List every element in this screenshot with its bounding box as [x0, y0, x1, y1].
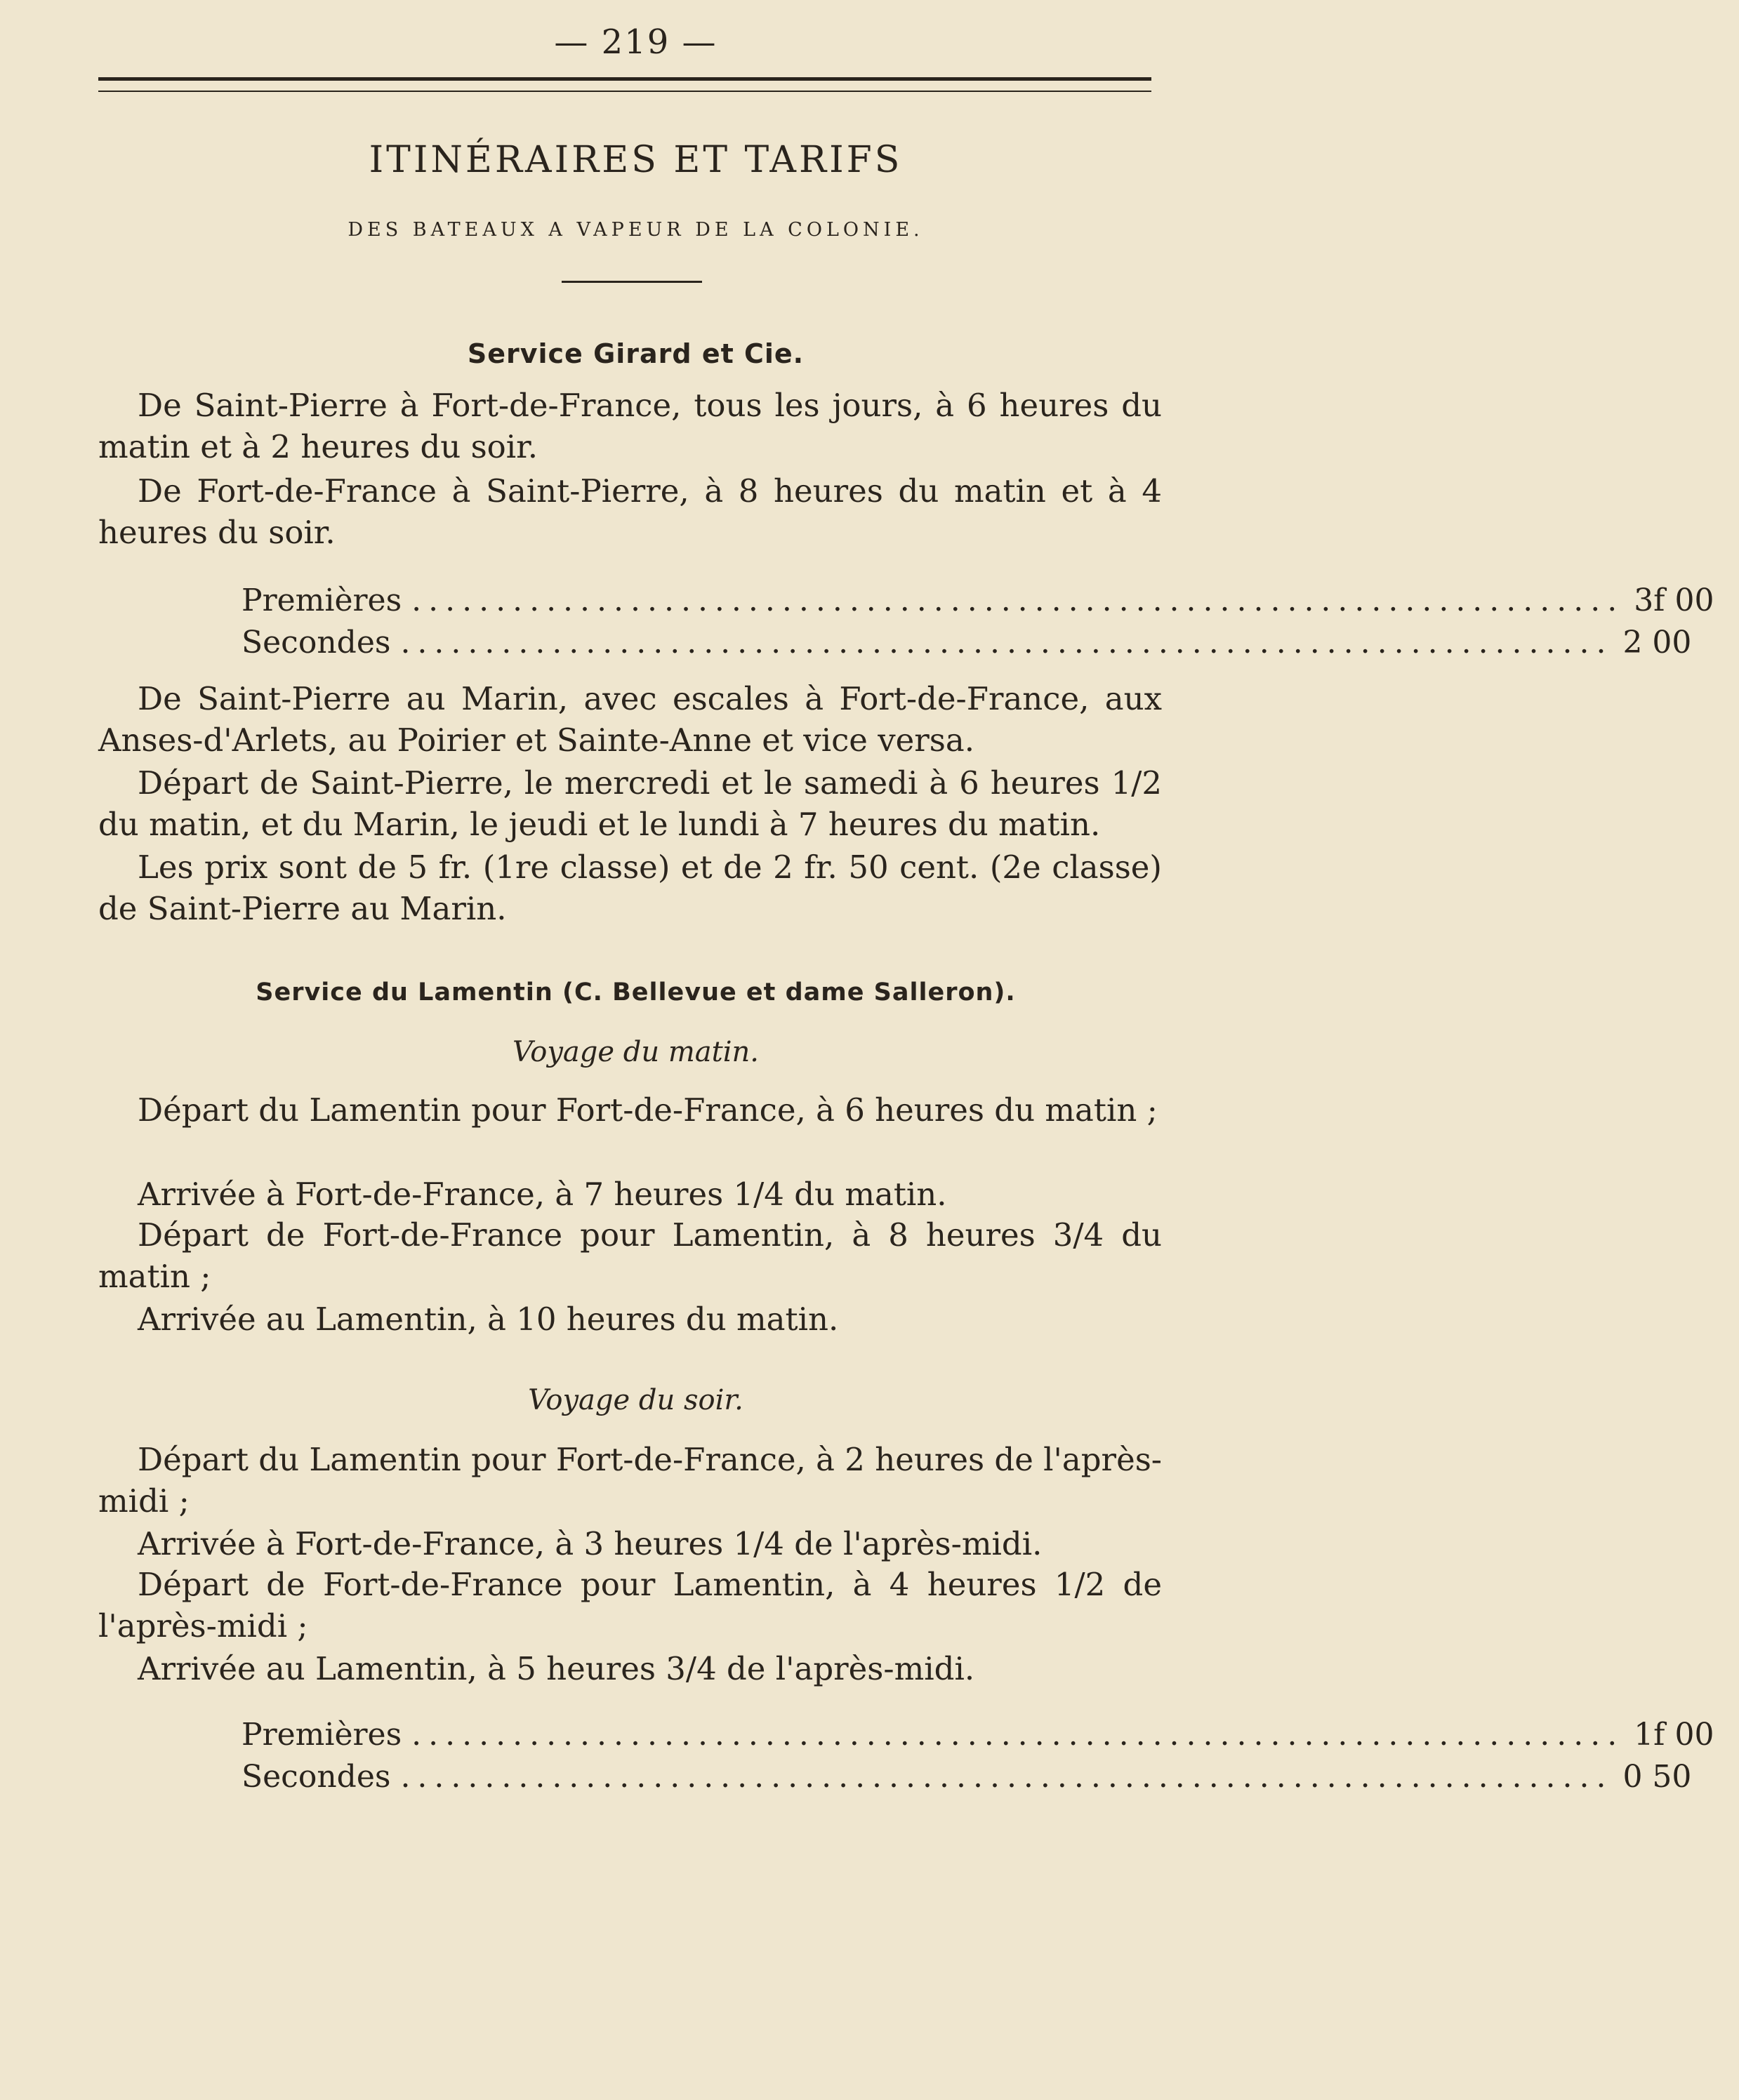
page-title: ITINÉRAIRES ET TARIFS [369, 139, 903, 181]
tarif-price: 0 50 [1622, 1759, 1692, 1795]
section-heading-lamentin: Service du Lamentin (C. Bellevue et dame Salleron). [256, 978, 1016, 1006]
title-divider [562, 281, 702, 283]
leader-dots: ........................................................................ [411, 583, 1625, 618]
soir-line-3: Départ de Fort-de-France pour Lamentin, à 4 heures 1/2 de l'après-midi ; [98, 1566, 1162, 1644]
girard-tarif-row-2 [242, 625, 1692, 660]
voyage-matin-title: Voyage du matin. [513, 1036, 759, 1068]
soir-line-1: Départ du Lamentin pour Fort-de-France, à 2 heures de l'après-midi ; [98, 1441, 1162, 1520]
tarif-label: Premières [242, 1717, 402, 1753]
page-number: — 219 — [554, 22, 718, 62]
lamentin-tarif-row-1 [242, 1717, 1714, 1753]
soir-line-4: Arrivée au Lamentin, à 5 heures 3/4 de l'après-midi. [138, 1650, 975, 1687]
header-rule [98, 77, 1151, 92]
tarif-price: 1f 00 [1634, 1717, 1714, 1753]
matin-line-2: Arrivée à Fort-de-France, à 7 heures 1/4 du matin. [138, 1176, 947, 1213]
leader-dots: ........................................................................ [411, 1717, 1625, 1753]
girard-paragraph-5: Les prix sont de 5 fr. (1re classe) et de 2 fr. 50 cent. (2e classe) de Saint-Pierre au Marin. [98, 849, 1162, 927]
tarif-price: 3f 00 [1634, 583, 1714, 618]
lamentin-tarif-row-2 [242, 1759, 1692, 1795]
girard-paragraph-4: Départ de Saint-Pierre, le mercredi et le samedi à 6 heures 1/2 du matin, et du Marin, le jeudi et le lundi à 7 heures du matin. [98, 764, 1162, 843]
matin-line-3: Départ de Fort-de-France pour Lamentin, à 8 heures 3/4 du matin ; [98, 1216, 1162, 1295]
leader-dots: ........................................................................ [400, 625, 1613, 660]
girard-paragraph-3: De Saint-Pierre au Marin, avec escales à Fort-de-France, aux Anses-d'Arlets, au Poirier et Sainte-Anne et vice versa. [98, 680, 1162, 759]
girard-tarif-row-1 [242, 583, 1714, 618]
girard-paragraph-2: De Fort-de-France à Saint-Pierre, à 8 heures du matin et à 4 heures du soir. [98, 472, 1162, 551]
soir-line-2: Arrivée à Fort-de-France, à 3 heures 1/4 de l'après-midi. [138, 1525, 1043, 1562]
voyage-soir-title: Voyage du soir. [528, 1384, 743, 1416]
girard-paragraph-1: De Saint-Pierre à Fort-de-France, tous les jours, à 6 heures du matin et à 2 heures du soir. [98, 387, 1162, 465]
tarif-price: 2 00 [1622, 625, 1692, 660]
leader-dots: ........................................................................ [400, 1759, 1613, 1795]
page-subtitle: DES BATEAUX A VAPEUR DE LA COLONIE. [348, 219, 924, 241]
tarif-label: Secondes [242, 625, 391, 660]
tarif-label: Secondes [242, 1759, 391, 1795]
matin-line-1: Départ du Lamentin pour Fort-de-France, à 6 heures du matin ; [138, 1091, 1158, 1129]
tarif-label: Premières [242, 583, 402, 618]
section-heading-girard: Service Girard et Cie. [467, 338, 805, 369]
matin-line-4: Arrivée au Lamentin, à 10 heures du matin. [138, 1301, 839, 1338]
